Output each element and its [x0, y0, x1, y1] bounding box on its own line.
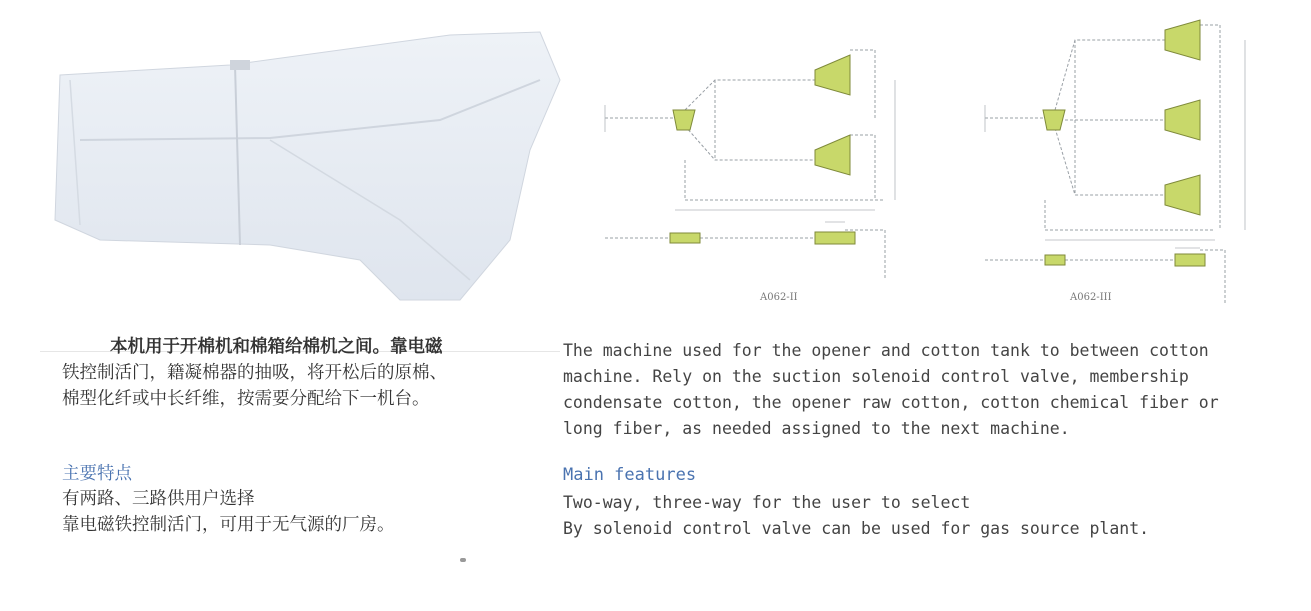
description-en-line: condensate cotton, the opener raw cotton, cotton chemical fiber or	[563, 393, 1219, 412]
drawing-label-a062-ii: A062-II	[760, 292, 798, 303]
features-list-en	[563, 490, 1149, 542]
product-photo	[40, 20, 580, 320]
description-en-line: The machine used for the opener and cotton tank to between cotton	[563, 341, 1209, 360]
description-cn	[62, 334, 542, 412]
speck	[460, 558, 466, 562]
features-heading-en: Main features	[563, 465, 697, 485]
drawing-a062-ii	[595, 10, 920, 310]
feature-item-en: Two-way, three-way for the user to select	[563, 493, 971, 512]
description-cn-lead: 本机用于开棉机和棉箱给棉机之间。靠电磁	[110, 337, 443, 357]
feature-item-cn: 有两路、三路供用户选择	[62, 489, 255, 509]
description-cn-line: 铁控制活门，籍凝棉器的抽吸，将开松后的原棉、	[62, 363, 447, 383]
description-en-line: long fiber, as needed assigned to the next machine.	[563, 419, 1070, 438]
features-list-cn	[62, 486, 395, 538]
features-heading-cn: 主要特点	[62, 464, 132, 484]
feature-item-en: By solenoid control valve can be used for gas source plant.	[563, 519, 1150, 538]
feature-item-cn: 靠电磁铁控制活门，可用于无气源的厂房。	[62, 515, 395, 535]
description-cn-line: 棉型化纤或中长纤维，按需要分配给下一机台。	[62, 389, 430, 409]
description-en-line: machine. Rely on the suction solenoid control valve, membership	[563, 367, 1189, 386]
description-en	[563, 338, 1283, 442]
drawing-label-a062-iii: A062-III	[1070, 292, 1112, 303]
drawing-a062-iii	[975, 10, 1265, 310]
